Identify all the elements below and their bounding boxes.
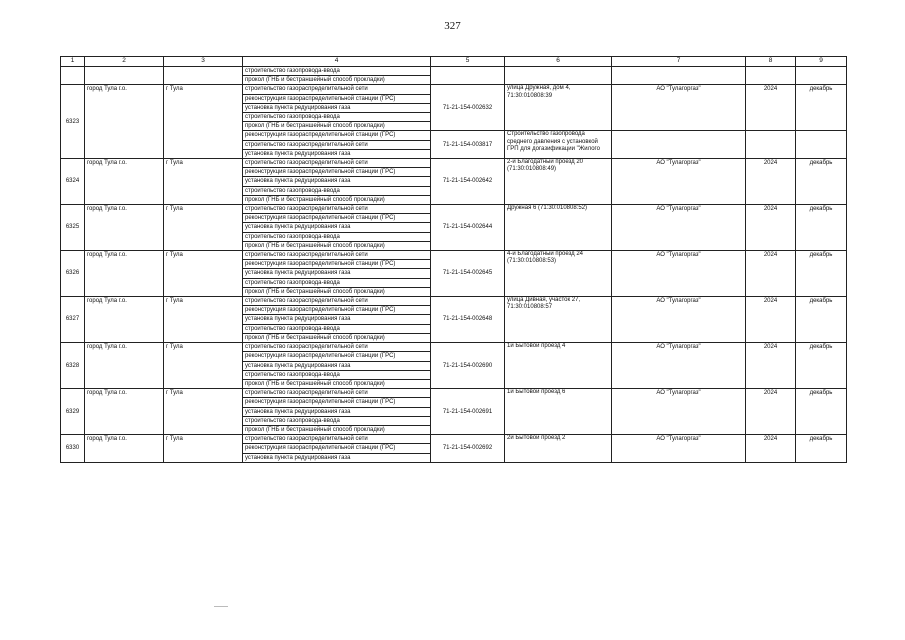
code-cell: 71-21-154-002644 bbox=[431, 205, 505, 251]
org-cell: АО "Тулагоргаз" bbox=[612, 343, 746, 389]
column-header: 6 bbox=[505, 57, 612, 67]
locality-cell: г Тула bbox=[164, 205, 243, 251]
month-cell: декабрь bbox=[796, 205, 847, 251]
header-row bbox=[61, 57, 847, 67]
work-cell: установка пункта редуцирования газа bbox=[243, 407, 431, 416]
column-header: 7 bbox=[612, 57, 746, 67]
work-cell: реконструкция газораспределительной станции (ГРС) bbox=[243, 352, 431, 361]
registry-table bbox=[60, 56, 847, 463]
org-cell: АО "Тулагоргаз" bbox=[612, 435, 746, 463]
district-cell: город Тула г.о. bbox=[85, 389, 164, 435]
address-cell: улица Дивная, участок 27, 71:30:010808:57 bbox=[505, 297, 612, 343]
number-cell: 6330 bbox=[61, 435, 85, 463]
number-cell: 6325 bbox=[61, 205, 85, 251]
district-cell bbox=[85, 67, 164, 85]
district-cell: город Тула г.о. bbox=[85, 297, 164, 343]
month-cell: декабрь bbox=[796, 435, 847, 463]
footer-mark bbox=[214, 606, 228, 607]
work-cell: установка пункта редуцирования газа bbox=[243, 269, 431, 278]
work-cell: установка пункта редуцирования газа bbox=[243, 361, 431, 370]
locality-cell: г Тула bbox=[164, 85, 243, 159]
table-row bbox=[61, 435, 847, 444]
work-cell: строительство газопровода-ввода bbox=[243, 232, 431, 241]
work-cell: прокол (ГНБ и бестраншейный способ прокладки) bbox=[243, 241, 431, 250]
code-cell: 71-21-154-002632 bbox=[431, 85, 505, 131]
number-cell: 6323 bbox=[61, 85, 85, 159]
work-cell: строительство газораспределительной сети bbox=[243, 435, 431, 444]
address-cell: улица Дружная, дом 4, 71:30:010808:39 bbox=[505, 85, 612, 131]
month-cell: декабрь bbox=[796, 389, 847, 435]
work-cell: установка пункта редуцирования газа bbox=[243, 103, 431, 112]
year-cell: 2024 bbox=[746, 297, 796, 343]
table-row bbox=[61, 205, 847, 214]
district-cell: город Тула г.о. bbox=[85, 85, 164, 159]
year-cell bbox=[746, 67, 796, 85]
work-cell: установка пункта редуцирования газа bbox=[243, 453, 431, 462]
district-cell: город Тула г.о. bbox=[85, 205, 164, 251]
address-cell: Строительство газопровода среднего давления с установкой ГРП для догазификации "Жилого bbox=[505, 131, 612, 159]
work-cell: реконструкция газораспределительной станции (ГРС) bbox=[243, 306, 431, 315]
org-cell: АО "Тулагоргаз" bbox=[612, 85, 746, 131]
org-cell: АО "Тулагоргаз" bbox=[612, 389, 746, 435]
table-row bbox=[61, 251, 847, 260]
work-cell: реконструкция газораспределительной станции (ГРС) bbox=[243, 260, 431, 269]
number-cell: 6326 bbox=[61, 251, 85, 297]
work-cell: установка пункта редуцирования газа bbox=[243, 177, 431, 186]
table-row bbox=[61, 343, 847, 352]
column-header: 2 bbox=[85, 57, 164, 67]
work-cell: реконструкция газораспределительной станции (ГРС) bbox=[243, 94, 431, 103]
work-cell: установка пункта редуцирования газа bbox=[243, 315, 431, 324]
table-row bbox=[61, 389, 847, 398]
code-cell bbox=[431, 67, 505, 85]
column-header: 1 bbox=[61, 57, 85, 67]
work-cell: прокол (ГНБ и бестраншейный способ прокладки) bbox=[243, 333, 431, 342]
work-cell: строительство газопровода-ввода bbox=[243, 67, 431, 76]
code-cell: 71-21-154-002691 bbox=[431, 389, 505, 435]
org-cell bbox=[612, 67, 746, 85]
work-cell: строительство газораспределительной сети bbox=[243, 140, 431, 149]
work-cell: строительство газораспределительной сети bbox=[243, 205, 431, 214]
code-cell: 71-21-154-002645 bbox=[431, 251, 505, 297]
table-row bbox=[61, 85, 847, 94]
column-header: 5 bbox=[431, 57, 505, 67]
work-cell: прокол (ГНБ и бестраншейный способ прокладки) bbox=[243, 425, 431, 434]
column-header: 8 bbox=[746, 57, 796, 67]
column-header: 4 bbox=[243, 57, 431, 67]
year-cell: 2024 bbox=[746, 205, 796, 251]
year-cell: 2024 bbox=[746, 85, 796, 131]
org-cell: АО "Тулагоргаз" bbox=[612, 297, 746, 343]
work-cell: строительство газораспределительной сети bbox=[243, 389, 431, 398]
work-cell: строительство газопровода-ввода bbox=[243, 113, 431, 122]
code-cell: 71-21-154-003817 bbox=[431, 131, 505, 159]
number-cell: 6327 bbox=[61, 297, 85, 343]
number-cell: 6329 bbox=[61, 389, 85, 435]
address-cell: 1й Бытовой проезд 4 bbox=[505, 343, 612, 389]
column-header: 9 bbox=[796, 57, 847, 67]
code-cell: 71-21-154-002692 bbox=[431, 435, 505, 463]
work-cell: прокол (ГНБ и бестраншейный способ прокладки) bbox=[243, 122, 431, 131]
code-cell: 71-21-154-002690 bbox=[431, 343, 505, 389]
year-cell: 2024 bbox=[746, 389, 796, 435]
table-row bbox=[61, 159, 847, 168]
district-cell: город Тула г.о. bbox=[85, 343, 164, 389]
locality-cell: г Тула bbox=[164, 297, 243, 343]
work-cell: установка пункта редуцирования газа bbox=[243, 149, 431, 158]
work-cell: строительство газораспределительной сети bbox=[243, 251, 431, 260]
locality-cell: г Тула bbox=[164, 251, 243, 297]
address-cell: 2-й Благодатный проезд 20 (71:30:010808:49) bbox=[505, 159, 612, 205]
work-cell: строительство газопровода-ввода bbox=[243, 186, 431, 195]
month-cell: декабрь bbox=[796, 297, 847, 343]
district-cell: город Тула г.о. bbox=[85, 435, 164, 463]
number-cell: 6324 bbox=[61, 159, 85, 205]
locality-cell bbox=[164, 67, 243, 85]
address-cell: Дружная 6 (71:30:010808:52) bbox=[505, 205, 612, 251]
month-cell: декабрь bbox=[796, 251, 847, 297]
table-row bbox=[61, 297, 847, 306]
code-cell: 71-21-154-002648 bbox=[431, 297, 505, 343]
address-cell: 4-й Благодатный проезд 24 (71:30:010808:53) bbox=[505, 251, 612, 297]
number-cell: 6328 bbox=[61, 343, 85, 389]
work-cell: строительство газопровода-ввода bbox=[243, 416, 431, 425]
year-cell: 2024 bbox=[746, 343, 796, 389]
district-cell: город Тула г.о. bbox=[85, 159, 164, 205]
number-cell bbox=[61, 67, 85, 85]
work-cell: реконструкция газораспределительной станции (ГРС) bbox=[243, 444, 431, 453]
month-cell: декабрь bbox=[796, 159, 847, 205]
year-cell: 2024 bbox=[746, 435, 796, 463]
work-cell: строительство газораспределительной сети bbox=[243, 85, 431, 94]
month-cell: декабрь bbox=[796, 85, 847, 131]
year-cell: 2024 bbox=[746, 159, 796, 205]
work-cell: строительство газопровода-ввода bbox=[243, 324, 431, 333]
page-number: 327 bbox=[444, 20, 461, 32]
month-cell bbox=[796, 131, 847, 159]
column-header: 3 bbox=[164, 57, 243, 67]
work-cell: прокол (ГНБ и бестраншейный способ прокладки) bbox=[243, 287, 431, 296]
work-cell: строительство газораспределительной сети bbox=[243, 159, 431, 168]
work-cell: строительство газопровода-ввода bbox=[243, 370, 431, 379]
locality-cell: г Тула bbox=[164, 435, 243, 463]
work-cell: строительство газораспределительной сети bbox=[243, 297, 431, 306]
work-cell: строительство газопровода-ввода bbox=[243, 278, 431, 287]
work-cell: реконструкция газораспределительной станции (ГРС) bbox=[243, 131, 431, 140]
work-cell: прокол (ГНБ и бестраншейный способ прокладки) bbox=[243, 195, 431, 204]
month-cell: декабрь bbox=[796, 343, 847, 389]
address-cell: 1й Бытовой проезд 6 bbox=[505, 389, 612, 435]
address-cell bbox=[505, 67, 612, 85]
work-cell: прокол (ГНБ и бестраншейный способ прокладки) bbox=[243, 76, 431, 85]
org-cell: АО "Тулагоргаз" bbox=[612, 251, 746, 297]
table-row bbox=[61, 67, 847, 76]
work-cell: установка пункта редуцирования газа bbox=[243, 223, 431, 232]
org-cell: АО "Тулагоргаз" bbox=[612, 205, 746, 251]
year-cell bbox=[746, 131, 796, 159]
work-cell: строительство газораспределительной сети bbox=[243, 343, 431, 352]
month-cell bbox=[796, 67, 847, 85]
district-cell: город Тула г.о. bbox=[85, 251, 164, 297]
work-cell: реконструкция газораспределительной станции (ГРС) bbox=[243, 168, 431, 177]
locality-cell: г Тула bbox=[164, 159, 243, 205]
locality-cell: г Тула bbox=[164, 389, 243, 435]
year-cell: 2024 bbox=[746, 251, 796, 297]
code-cell: 71-21-154-002642 bbox=[431, 159, 505, 205]
address-cell: 2й Бытовой проезд 2 bbox=[505, 435, 612, 463]
work-cell: реконструкция газораспределительной станции (ГРС) bbox=[243, 214, 431, 223]
locality-cell: г Тула bbox=[164, 343, 243, 389]
org-cell: АО "Тулагоргаз" bbox=[612, 159, 746, 205]
work-cell: прокол (ГНБ и бестраншейный способ прокладки) bbox=[243, 379, 431, 388]
org-cell bbox=[612, 131, 746, 159]
work-cell: реконструкция газораспределительной станции (ГРС) bbox=[243, 398, 431, 407]
